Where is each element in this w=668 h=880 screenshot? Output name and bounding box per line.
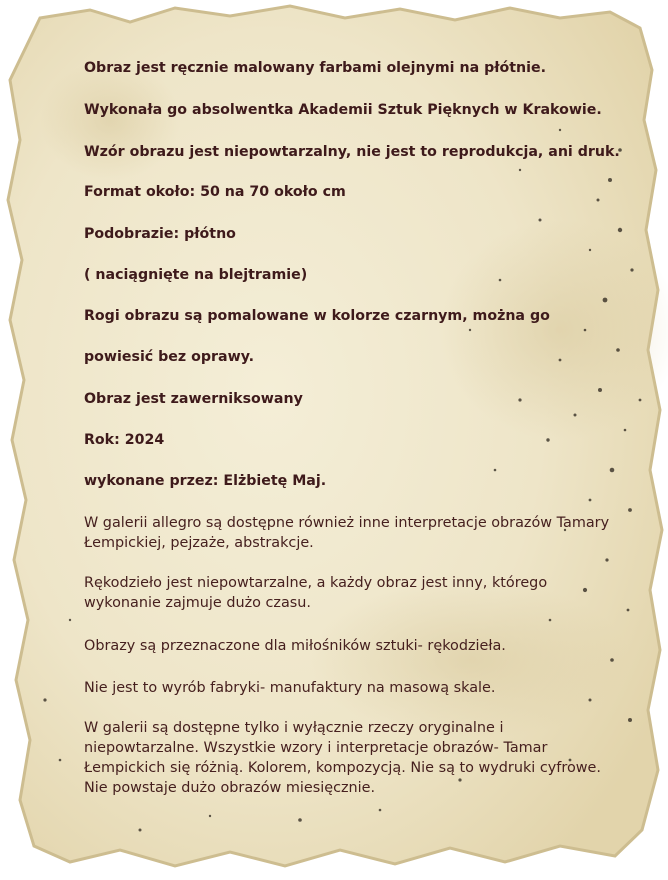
not-factory-line: Nie jest to wyrób fabryki- manufaktury na masową skale. (84, 680, 496, 696)
canvas-line: Podobrazie: płótno (84, 226, 236, 242)
painting-method-line: Obraz jest ręcznie malowany farbami olejnymi na płótnie. (84, 60, 547, 76)
handmade-line-1: Rękodzieło jest niepowtarzalne, a każdy obraz jest inny, którego (84, 575, 548, 591)
audience-line: Obrazy są przeznaczone dla miłośników sztuki- rękodzieła. (84, 638, 506, 654)
originals-line-1: W galerii są dostępne tylko i wyłącznie rzeczy oryginalne i (84, 720, 504, 736)
originals-line-4: Nie powstaje dużo obrazów miesięcznie. (84, 780, 376, 796)
author-line: wykonane przez: Elżbietę Maj. (84, 473, 327, 489)
year-line: Rok: 2024 (84, 432, 165, 448)
originals-line-2: niepowtarzalne. Wszystkie wzory i interpretacje obrazów- Tamar (84, 740, 548, 756)
originals-line-3: Łempickich się różnią. Kolorem, kompozycją. Nie są to wydruki cyfrowe. (84, 760, 601, 776)
gallery-line-2: Łempickiej, pejzaże, abstrakcje. (84, 535, 314, 551)
handmade-line-2: wykonanie zajmuje dużo czasu. (84, 595, 311, 611)
frameless-line: powiesić bez oprawy. (84, 349, 255, 365)
varnish-line: Obraz jest zawerniksowany (84, 391, 303, 407)
corners-line: Rogi obrazu są pomalowane w kolorze czarnym, można go (84, 308, 550, 324)
stretcher-line: ( naciągnięte na blejtramie) (84, 267, 308, 283)
gallery-line-1: W galerii allegro są dostępne również inne interpretacje obrazów Tamary (84, 515, 610, 531)
uniqueness-line: Wzór obrazu jest niepowtarzalny, nie jest to reprodukcja, ani druk. (84, 144, 620, 160)
artist-education-line: Wykonała go absolwentka Akademii Sztuk Pięknych w Krakowie. (84, 102, 602, 118)
format-line: Format około: 50 na 70 około cm (84, 184, 346, 200)
